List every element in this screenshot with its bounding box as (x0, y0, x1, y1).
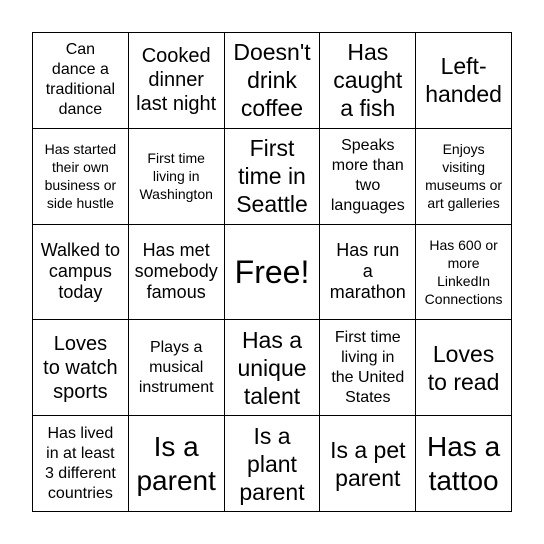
bingo-square[interactable] (33, 129, 129, 225)
bingo-square-label: First time living in Washington (139, 150, 213, 203)
bingo-square-label: Can dance a traditional dance (45, 41, 116, 119)
bingo-square[interactable] (416, 416, 512, 512)
bingo-square-label: Speaks more than two languages (330, 137, 405, 215)
bingo-square[interactable] (320, 320, 416, 416)
bingo-square-label: Is a parent (136, 430, 216, 496)
bingo-square[interactable] (129, 33, 225, 129)
bingo-square-label: Is a pet parent (330, 436, 406, 491)
bingo-square[interactable] (129, 320, 225, 416)
bingo-square-label: Plays a musical instrument (138, 338, 214, 396)
bingo-square-label: Free! (234, 253, 310, 290)
bingo-square-label: Loves to read (427, 340, 500, 395)
bingo-free-square[interactable] (225, 225, 321, 321)
bingo-square[interactable] (320, 129, 416, 225)
bingo-square[interactable] (416, 129, 512, 225)
bingo-square[interactable] (33, 416, 129, 512)
bingo-square-label: Has a unique talent (237, 326, 307, 409)
bingo-square-label: Left- handed (425, 53, 502, 108)
bingo-square[interactable] (225, 33, 321, 129)
bingo-square[interactable] (129, 416, 225, 512)
bingo-square-label: Enjoys visiting museums or art galleries (425, 141, 503, 212)
bingo-square[interactable] (33, 33, 129, 129)
bingo-square-label: Has a tattoo (427, 430, 501, 496)
bingo-square-label: Has 600 or more LinkedIn Connections (424, 236, 503, 307)
bingo-square-label: Has met somebody famous (134, 240, 218, 303)
bingo-square[interactable] (33, 320, 129, 416)
bingo-square[interactable] (416, 33, 512, 129)
bingo-square-label: First time in Seattle (236, 135, 308, 218)
bingo-square[interactable] (129, 225, 225, 321)
bingo-square-label: First time living in the United States (331, 328, 405, 406)
bingo-square[interactable] (225, 129, 321, 225)
bingo-square-label: Has lived in at least 3 different countries (44, 424, 116, 502)
bingo-square-label: Has started their own business or side hustle (44, 141, 117, 212)
bingo-board (32, 32, 512, 512)
bingo-square-label: Walked to campus today (40, 240, 121, 303)
bingo-square-label: Loves to watch sports (43, 332, 118, 403)
bingo-square[interactable] (416, 225, 512, 321)
bingo-square-label: Has caught a fish (333, 39, 403, 122)
bingo-square[interactable] (225, 416, 321, 512)
bingo-square-label: Cooked dinner last night (136, 45, 217, 116)
bingo-square-label: Is a plant parent (239, 422, 305, 505)
bingo-square[interactable] (320, 225, 416, 321)
bingo-square[interactable] (33, 225, 129, 321)
bingo-square-label: Doesn't drink coffee (233, 39, 311, 122)
bingo-square[interactable] (416, 320, 512, 416)
bingo-square[interactable] (320, 416, 416, 512)
bingo-square[interactable] (129, 129, 225, 225)
bingo-square[interactable] (320, 33, 416, 129)
bingo-square[interactable] (225, 320, 321, 416)
bingo-square-label: Has run a marathon (329, 240, 406, 303)
